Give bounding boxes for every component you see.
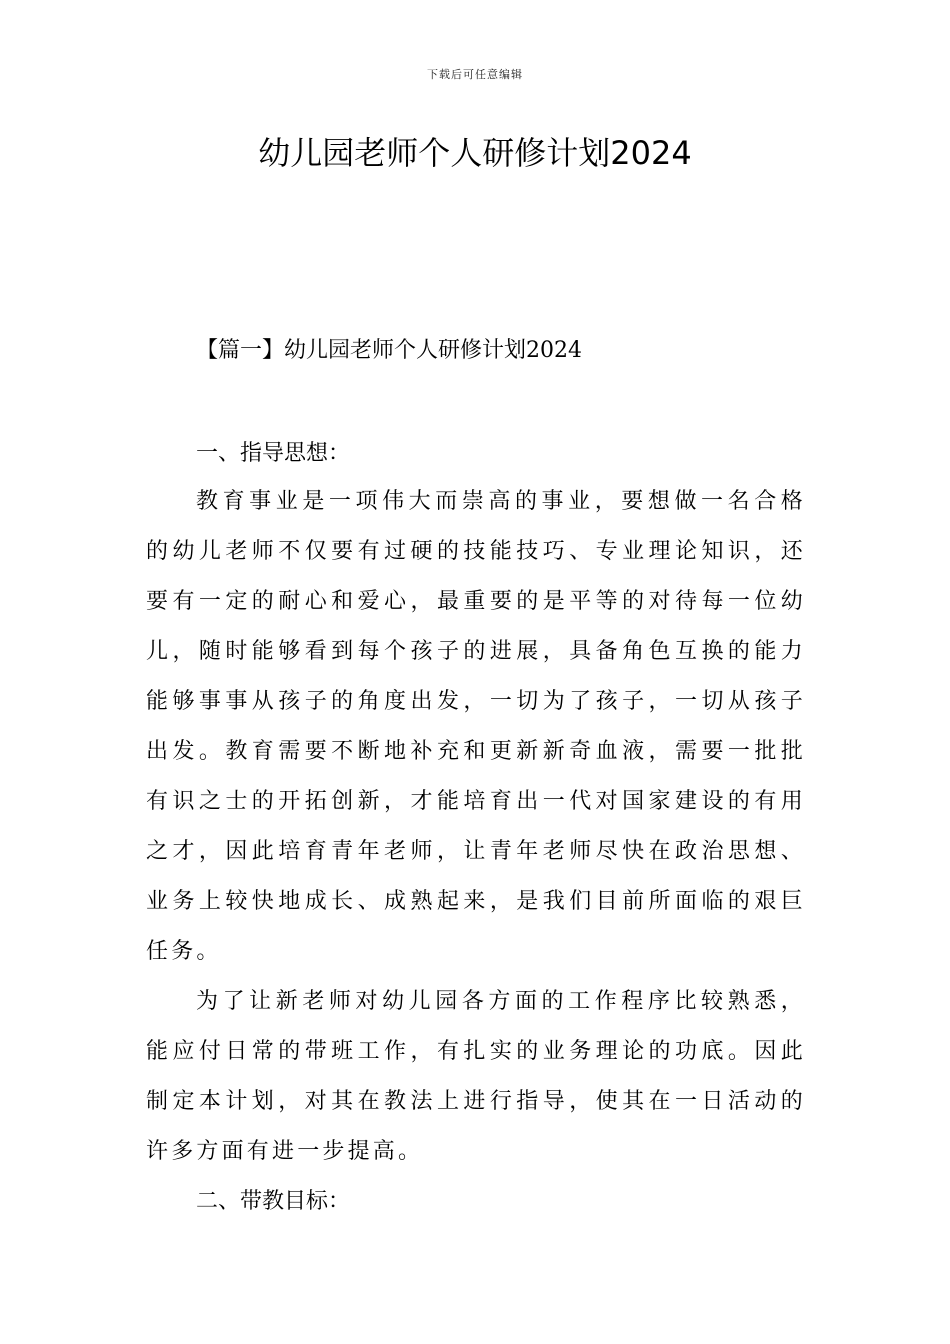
paragraph-line: 要有一定的耐心和爱心，最重要的是平等的对待每一位幼 [146,589,806,614]
paragraph-line: 能应付日常的带班工作，有扎实的业务理论的功底。因此 [146,1039,806,1064]
paragraph-line: 的幼儿老师不仅要有过硬的技能技巧、专业理论知识，还 [146,539,806,564]
heading-guiding-ideology: 一、指导思想： [196,441,351,466]
paragraph-line: 教育事业是一项伟大而崇高的事业，要想做一名合格 [196,489,806,514]
heading-teaching-goals: 二、带教目标： [196,1189,351,1214]
paragraph-line: 任务。 [146,939,222,964]
paragraph-line: 有识之士的开拓创新，才能培育出一代对国家建设的有用 [146,789,806,814]
paragraph-line: 儿，随时能够看到每个孩子的进展，具备角色互换的能力 [146,639,806,664]
paragraph-line: 许多方面有进一步提高。 [146,1139,424,1164]
paragraph-line: 之才，因此培育青年老师，让青年老师尽快在政治思想、 [146,839,806,864]
paragraph-line: 能够事事从孩子的角度出发，一切为了孩子，一切从孩子 [146,689,806,714]
section-title: 【篇一】幼儿园老师个人研修计划2024 [196,338,582,363]
paragraph-line: 业务上较快地成长、成熟起来，是我们目前所面临的艰巨 [146,889,806,914]
paragraph-line: 制定本计划，对其在教法上进行指导，使其在一日活动的 [146,1089,806,1114]
document-title: 幼儿园老师个人研修计划2024 [258,134,692,172]
paragraph-line: 为了让新老师对幼儿园各方面的工作程序比较熟悉， [196,989,806,1014]
paragraph-line: 出发。教育需要不断地补充和更新新奇血液，需要一批批 [146,739,806,764]
header-note: 下载后可任意编辑 [427,68,523,81]
